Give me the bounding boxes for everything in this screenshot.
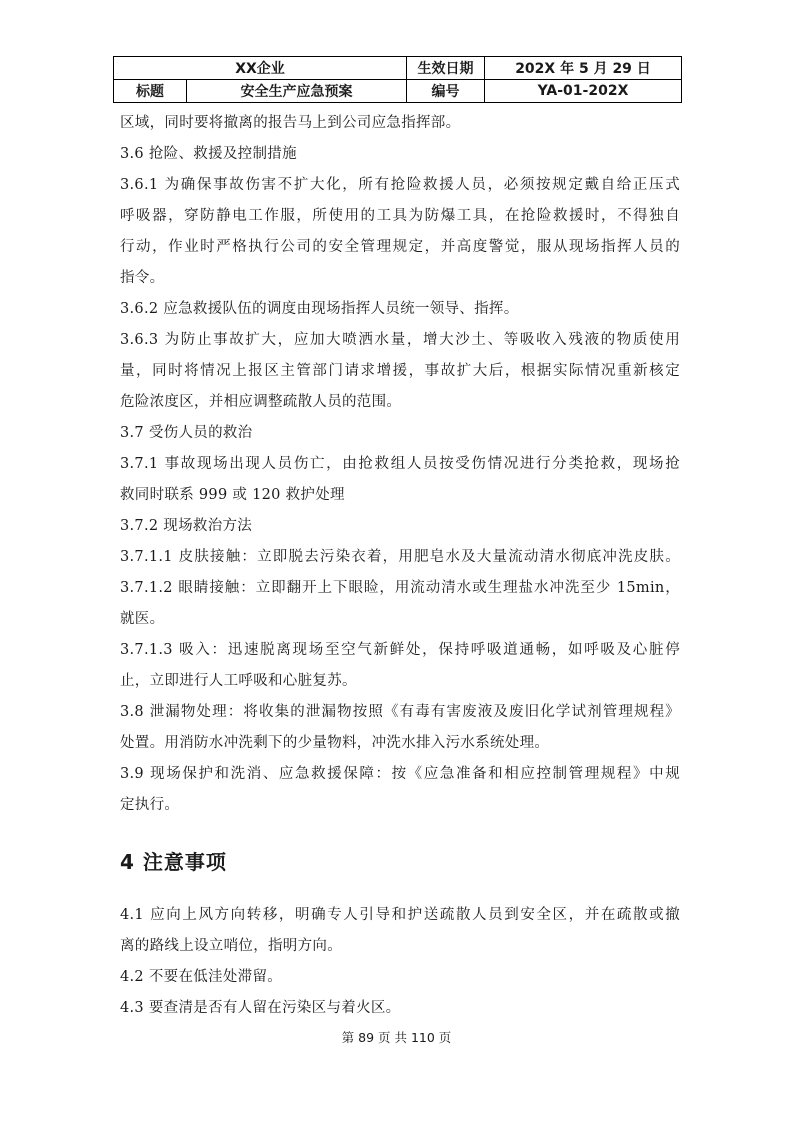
text-line: 3.7.1 事故现场出现人员伤亡，由抢救组人员按受伤情况进行分类抢救，现场抢 [120,456,680,472]
document-title: 安全生产应急预案 [187,80,407,103]
text-line: 定执行。 [120,797,180,813]
text-line: 行动，作业时严格执行公司的安全管理规定，并高度警觉，服从现场指挥人员的 [120,239,680,255]
body-text [120,108,680,821]
text-line: 3.6.3 为防止事故扩大，应加大喷洒水量，增大沙土、等吸收入残液的物质使用 [120,332,680,348]
page-number-footer: 第 89 页 共 110 页 [341,1030,452,1045]
section-heading: 4 注意事项 [120,850,227,874]
text-line: 4.3 要查清是否有人留在污染区与着火区。 [120,1000,401,1016]
text-line: 离的路线上设立哨位，指明方向。 [120,938,342,954]
text-line: 呼吸器，穿防静电工作服，所使用的工具为防爆工具，在抢险救援时，不得独自 [120,208,680,224]
subsection-heading: 3.6 抢险、救援及控制措施 [120,146,297,162]
subsection-heading: 3.7 受伤人员的救治 [120,425,253,441]
text-line: 就医。 [120,611,165,627]
subsection-heading: 3.7.2 现场救治方法 [120,518,253,534]
effective-date-label: 生效日期 [407,57,485,80]
text-line: 3.6.2 应急救援队伍的调度由现场指挥人员统一领导、指挥。 [120,301,519,317]
text-line: 危险浓度区，并相应调整疏散人员的范围。 [120,394,402,410]
title-label: 标题 [114,80,187,103]
text-line: 救同时联系 999 或 120 救护处理 [120,487,345,503]
text-line: 4.2 不要在低洼处滞留。 [120,969,283,985]
text-line: 3.6.1 为确保事故伤害不扩大化，所有抢险救援人员，必须按规定戴自给正压式 [120,177,680,193]
text-line: 3.7.1.3 吸入：迅速脱离现场至空气新鲜处，保持呼吸道通畅，如呼吸及心脏停 [120,642,680,658]
document-header-table [113,56,682,103]
text-line: 指令。 [120,270,165,286]
text-line: 3.9 现场保护和洗消、应急救援保障：按《应急准备和相应控制管理规程》中规 [120,766,680,782]
effective-date-value: 202X 年 5 月 29 日 [485,57,682,80]
document-number-label: 编号 [407,80,485,103]
text-line: 3.7.1.2 眼睛接触：立即翻开上下眼睑，用流动清水或生理盐水冲洗至少 15min， [120,580,680,596]
text-line: 区域，同时要将撤离的报告马上到公司应急指挥部。 [120,115,461,131]
text-line: 处置。用消防水冲洗剩下的少量物料，冲洗水排入污水系统处理。 [120,735,550,751]
text-line: 3.8 泄漏物处理：将收集的泄漏物按照《有毒有害废液及废旧化学试剂管理规程》 [120,704,680,720]
text-line: 4.1 应向上风方向转移，明确专人引导和护送疏散人员到安全区，并在疏散或撤 [120,907,680,923]
section-body [120,900,680,1024]
text-line: 量，同时将情况上报区主管部门请求增援，事故扩大后，根据实际情况重新核定 [120,363,680,379]
text-line: 止，立即进行人工呼吸和心脏复苏。 [120,673,357,689]
text-line: 3.7.1.1 皮肤接触：立即脱去污染衣着，用肥皂水及大量流动清水彻底冲洗皮肤。 [120,549,680,565]
document-number-value: YA-01-202X [485,80,682,103]
company-name: XX企业 [114,57,407,80]
